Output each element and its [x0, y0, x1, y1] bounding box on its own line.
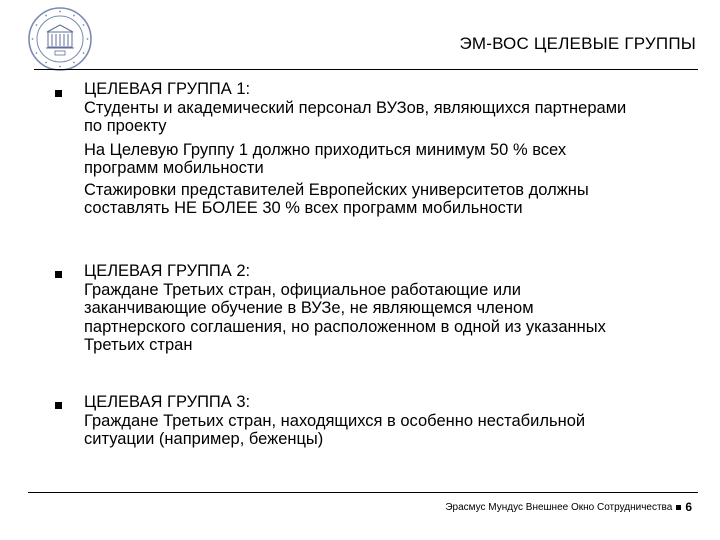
footer-divider [28, 492, 698, 493]
footer [445, 500, 692, 514]
page-title: ЭМ-ВОС ЦЕЛЕВЫЕ ГРУППЫ [459, 34, 696, 53]
target-group-3 [84, 393, 694, 449]
text-line: по проекту [84, 117, 167, 135]
university-seal-icon [27, 6, 93, 72]
bullet-icon [55, 402, 62, 409]
text-line: Граждане Третьих стран, находящихся в особенно нестабильной [84, 411, 586, 430]
text-line: Студенты и академический персонал ВУЗов, являющихся партнерами [84, 98, 627, 117]
text-line: партнерского соглашения, но расположенном в одной из указанных [84, 317, 606, 336]
bullet-icon [55, 90, 62, 97]
text-line: Граждане Третьих стран, официальное работающие или [84, 280, 521, 299]
group-paragraph [84, 99, 694, 136]
bullet-icon [55, 271, 62, 278]
group-heading: ЦЕЛЕВАЯ ГРУППА 3: [84, 393, 251, 411]
page-number: 6 [685, 500, 692, 514]
footer-text: Эрасмус Мундус Внешнее Окно Сотрудничества [445, 501, 673, 513]
text-line: программ мобильности [84, 159, 264, 177]
square-bullet-icon [676, 505, 681, 510]
group-heading: ЦЕЛЕВАЯ ГРУППА 1: [84, 80, 251, 98]
group-paragraph [84, 181, 694, 218]
header-divider [34, 69, 698, 70]
group-paragraph [84, 141, 694, 178]
text-line: составлять НЕ БОЛЕЕ 30 % всех программ мобильности [84, 199, 523, 217]
text-line: заканчивающие обучение в ВУЗе, не являющемся членом [84, 299, 534, 317]
text-line: На Целевую Группу 1 должно приходиться минимум 50 % всех [84, 140, 567, 159]
target-group-1 [84, 80, 694, 218]
text-line: Третьих стран [84, 336, 193, 354]
group-paragraph [84, 281, 694, 355]
group-heading: ЦЕЛЕВАЯ ГРУППА 2: [84, 262, 251, 280]
target-group-2 [84, 262, 694, 355]
text-line: ситуации (например, беженцы) [84, 430, 324, 448]
text-line: Стажировки представителей Европейских университетов должны [84, 180, 589, 199]
group-paragraph [84, 412, 694, 449]
